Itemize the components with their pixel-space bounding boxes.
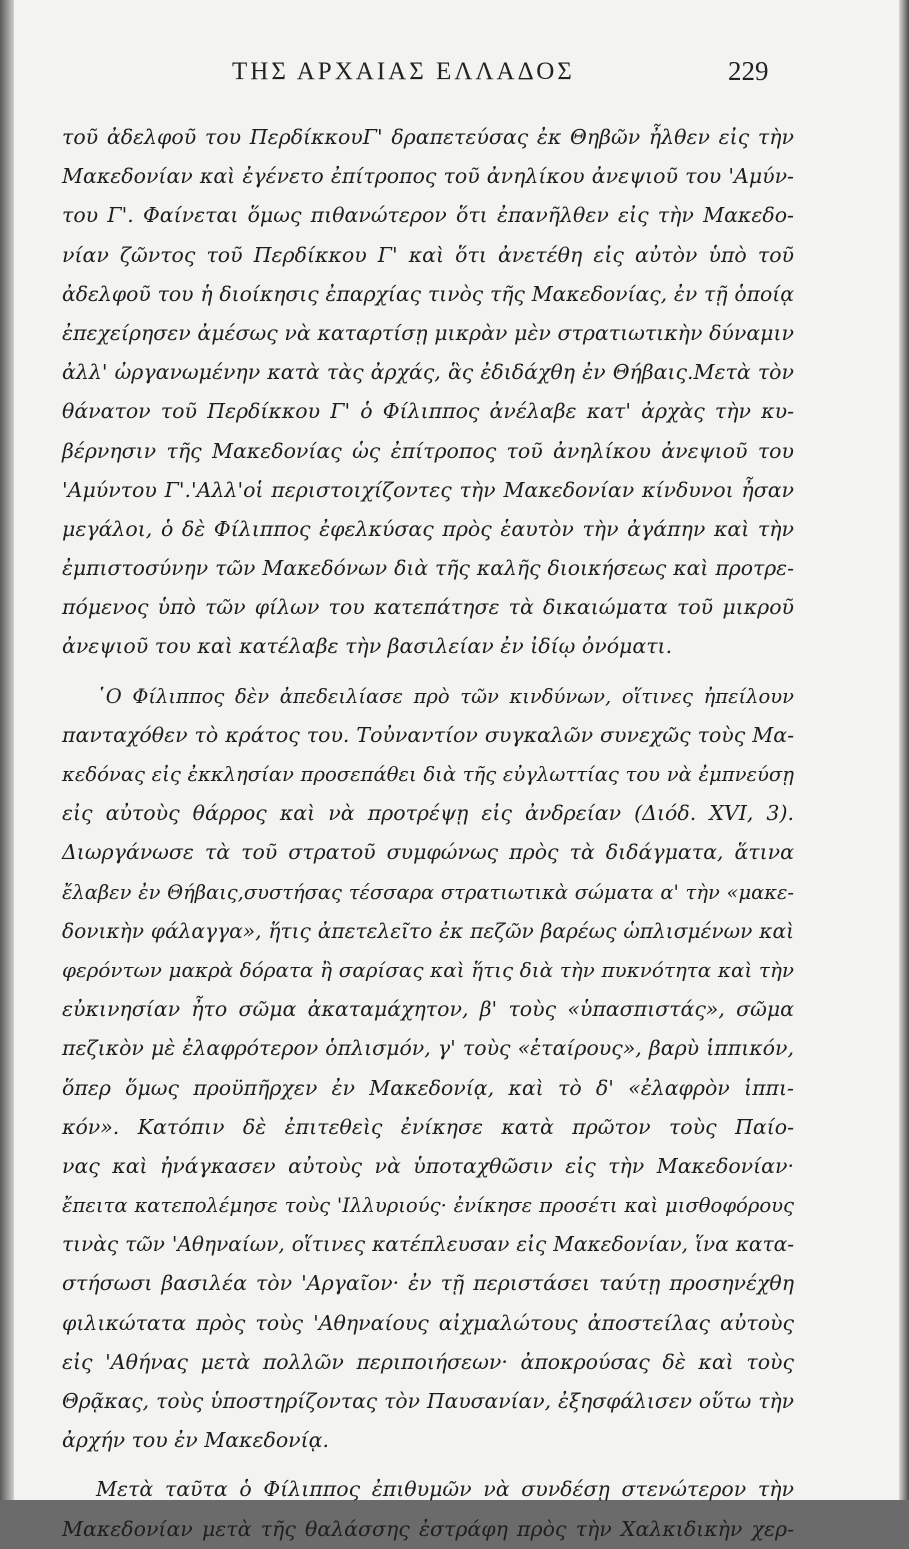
text-line: Διωργάνωσε τὰ τοῦ στρατοῦ συμφώνως πρὸς τὰ διδάγματα, ἅτινα bbox=[62, 840, 794, 865]
text-line: ἐμπιστοσύνην τῶν Μακεδόνων διὰ τῆς καλῆς διοικήσεως καὶ προτρε- bbox=[62, 556, 794, 581]
text-line: θάνατον τοῦ Περδίκκου Γ' ὁ Φίλιππος ἀνέλαβε κατ' ἀρχὰς τὴν κυ- bbox=[62, 399, 794, 424]
paragraph-2 bbox=[62, 677, 794, 1461]
text-line: πεζικὸν μὲ ἐλαφρότερον ὁπλισμόν, γ' τοὺς «ἑταίρους», βαρὺ ἱππικόν, bbox=[62, 1036, 794, 1061]
text-line: ἔλαβεν ἐν Θήβαις,συστήσας τέσσαρα στρατιωτικὰ σώματα α' τὴν «μακε- bbox=[62, 880, 794, 904]
text-line: εὐκινησίαν ἦτο σῶμα ἀκαταμάχητον, β' τοὺς «ὑπασπιστάς», σῶμα bbox=[62, 997, 794, 1022]
text-line: τινὰς τῶν 'Αθηναίων, οἵτινες κατέπλευσαν εἰς Μακεδονίαν, ἵνα κατα- bbox=[62, 1232, 794, 1257]
text-line: εἰς αὐτοὺς θάρρος καὶ νὰ προτρέψῃ εἰς ἀνδρείαν (Διόδ. XVI, 3). bbox=[62, 801, 794, 826]
body-text bbox=[62, 118, 794, 1549]
text-line: στήσωσι βασιλέα τὸν 'Αργαῖον· ἐν τῇ περιστάσει ταύτῃ προσηνέχθη bbox=[62, 1271, 794, 1296]
scan-edge-right bbox=[899, 0, 909, 1500]
text-line: Μακεδονίαν καὶ ἐγένετο ἐπίτροπος τοῦ ἀνηλίκου ἀνεψιοῦ του 'Αμύν- bbox=[62, 164, 794, 189]
text-line: Μακεδονίαν μετὰ τῆς θαλάσσης ἐστράφη πρὸς τὴν Χαλκιδικὴν χερ- bbox=[62, 1516, 794, 1541]
text-line: ἔπειτα κατεπολέμησε τοὺς 'Ιλλυριούς· ἐνίκησε προσέτι καὶ μισθοφόρους bbox=[62, 1194, 794, 1218]
text-line: ἀρχήν του ἐν Μακεδονίᾳ. bbox=[62, 1428, 330, 1453]
running-title: ΤΗΣ ΑΡΧΑΙΑΣ ΕΛΛΑΔΟΣ bbox=[232, 58, 575, 85]
text-line: εἰς 'Αθήνας μετὰ πολλῶν περιποιήσεων· ἀποκρούσας δὲ καὶ τοὺς bbox=[62, 1349, 794, 1374]
text-line: ῾Ο Φίλιππος δὲν ἀπεδειλίασε πρὸ τῶν κινδύνων, οἵτινες ἠπείλουν bbox=[96, 684, 794, 708]
page-number: 229 bbox=[728, 56, 769, 86]
text-line: νας καὶ ἠνάγκασεν αὐτοὺς νὰ ὑποταχθῶσιν εἰς τὴν Μακεδονίαν· bbox=[62, 1153, 794, 1178]
text-line: κεδόνας εἰς ἐκκλησίαν προσεπάθει διὰ τῆς εὐγλωττίας του νὰ ἐμπνεύσῃ bbox=[62, 763, 794, 786]
text-line: ἀλλ' ὠργανωμένην κατὰ τὰς ἀρχάς, ἃς ἐδιδάχθη ἐν Θήβαις.Μετὰ τὸν bbox=[62, 360, 794, 385]
text-line: τοῦ ἀδελφοῦ του ΠερδίκκουΓ' δραπετεύσας ἐκ Θηβῶν ἦλθεν εἰς τὴν bbox=[62, 125, 794, 149]
text-line: κόν». Κατόπιν δὲ ἐπιτεθεὶς ἐνίκησε κατὰ πρῶτον τοὺς Παίο- bbox=[62, 1114, 794, 1139]
text-line: Θρᾷκας, τοὺς ὑποστηρίζοντας τὸν Παυσανίαν, ἐξησφάλισεν οὕτω τὴν bbox=[62, 1389, 794, 1413]
paragraph-3 bbox=[62, 1470, 794, 1548]
page-header bbox=[0, 58, 909, 98]
text-line: δονικὴν φάλαγγα», ἥτις ἀπετελεῖτο ἐκ πεζῶν βαρέως ὡπλισμένων καὶ bbox=[62, 918, 794, 943]
paragraph-1 bbox=[62, 118, 794, 667]
text-line: φερόντων μακρὰ δόρατα ἢ σαρίσας καὶ ἥτις διὰ τὴν πυκνότητα καὶ τὴν bbox=[62, 958, 794, 982]
text-line: ὅπερ ὅμως προϋπῆρχεν ἐν Μακεδονίᾳ, καὶ τὸ δ' «ἐλαφρὸν ἱππι- bbox=[62, 1075, 794, 1100]
text-line: μεγάλοι, ὁ δὲ Φίλιππος ἐφελκύσας πρὸς ἑαυτὸν τὴν ἀγάπην καὶ τὴν bbox=[62, 516, 794, 541]
text-line: νίαν ζῶντος τοῦ Περδίκκου Γ' καὶ ὅτι ἀνετέθη εἰς αὐτὸν ὑπὸ τοῦ bbox=[62, 242, 794, 267]
text-line: ἀνεψιοῦ του καὶ κατέλαβε τὴν βασιλείαν ἐν ἰδίῳ ὀνόματι. bbox=[62, 634, 673, 659]
text-line: πανταχόθεν τὸ κράτος του. Τοὐναντίον συγκαλῶν συνεχῶς τοὺς Μα- bbox=[62, 722, 794, 747]
scan-edge-left bbox=[0, 0, 14, 1500]
text-line: βέρνησιν τῆς Μακεδονίας ὡς ἐπίτροπος τοῦ ἀνηλίκου ἀνεψιοῦ του bbox=[62, 438, 794, 463]
text-line: 'Αμύντου Γ'.'Αλλ'οἱ περιστοιχίζοντες τὴν Μακεδονίαν κίνδυνοι ἦσαν bbox=[62, 477, 794, 502]
text-line: ἀδελφοῦ του ἡ διοίκησις ἐπαρχίας τινὸς τῆς Μακεδονίας, ἐν τῇ ὁποίᾳ bbox=[62, 281, 794, 306]
text-line: φιλικώτατα πρὸς τοὺς 'Αθηναίους αἰχμαλώτους ἀποστείλας αὐτοὺς bbox=[62, 1310, 794, 1335]
text-line: Μετὰ ταῦτα ὁ Φίλιππος ἐπιθυμῶν νὰ συνδέσῃ στενώτερον τὴν bbox=[96, 1477, 794, 1502]
text-line: ἐπεχείρησεν ἀμέσως νὰ καταρτίσῃ μικρὰν μὲν στρατιωτικὴν δύναμιν bbox=[62, 320, 794, 345]
text-line: πόμενος ὑπὸ τῶν φίλων του κατεπάτησε τὰ δικαιώματα τοῦ μικροῦ bbox=[62, 595, 794, 620]
text-line: του Γ'. Φαίνεται ὅμως πιθανώτερον ὅτι ἐπανῆλθεν εἰς τὴν Μακεδο- bbox=[62, 203, 794, 228]
